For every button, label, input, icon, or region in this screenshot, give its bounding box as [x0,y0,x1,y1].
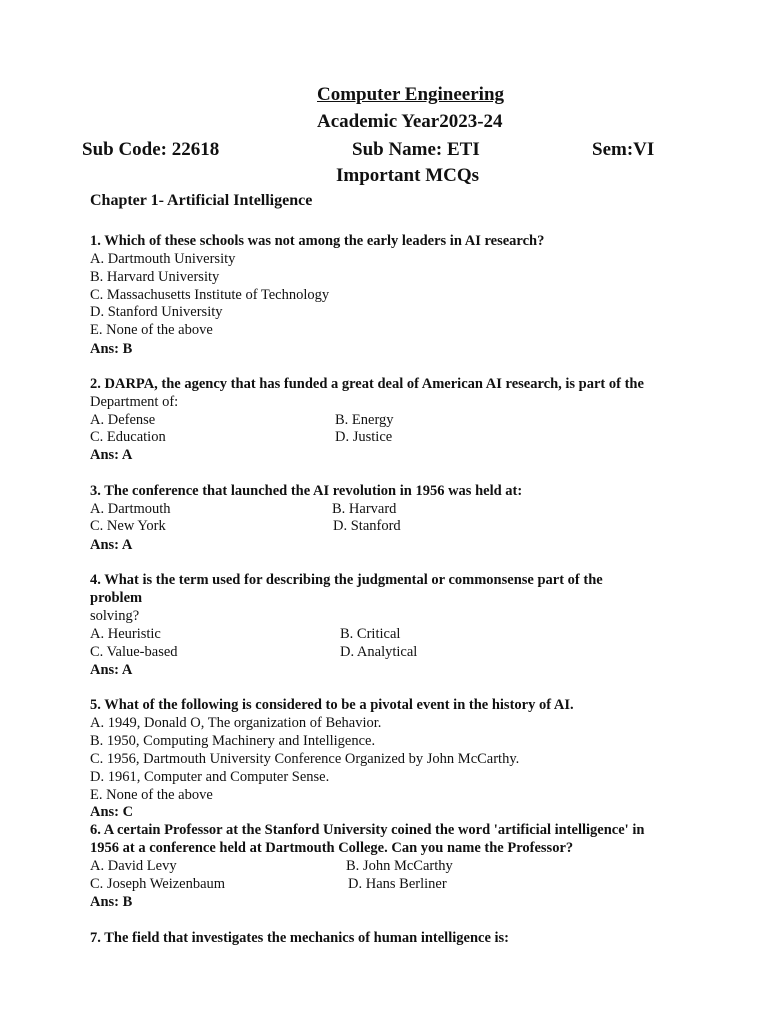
q3-option-c: C. New York [90,518,166,534]
q3-option-b: B. Harvard [332,501,397,517]
semester: Sem:VI [592,139,655,160]
q5-answer: Ans: C [90,804,134,820]
q2-option-c: C. Education [90,429,166,445]
chapter-heading: Chapter 1- Artificial Intelligence [90,192,313,209]
q5-option-b: B. 1950, Computing Machinery and Intelligence. [90,733,376,749]
question-2-line-1: 2. DARPA, the agency that has funded a great deal of American AI research, is part of the [90,376,644,392]
question-4-line-1: 4. What is the term used for describing the judgmental or commonsense part of the [90,572,603,588]
q6-answer: Ans: B [90,894,133,910]
question-6-line-1: 6. A certain Professor at the Stanford University coined the word 'artificial intelligence' in [90,822,645,838]
q1-option-e: E. None of the above [90,322,213,338]
document-title: Important MCQs [336,165,480,186]
q5-option-a: A. 1949, Donald O, The organization of Behavior. [90,715,382,731]
question-7: 7. The field that investigates the mechanics of human intelligence is: [90,930,510,946]
q1-answer: Ans: B [90,341,133,357]
q3-option-a: A. Dartmouth [90,501,171,517]
q1-option-d: D. Stanford University [90,304,223,320]
q4-option-d: D. Analytical [340,644,418,660]
q4-option-b: B. Critical [340,626,401,642]
q6-option-b: B. John McCarthy [346,858,453,874]
q1-option-b: B. Harvard University [90,269,220,285]
academic-year: Academic Year2023-24 [317,111,503,132]
question-5: 5. What of the following is considered to be a pivotal event in the history of AI. [90,697,574,713]
q1-option-a: A. Dartmouth University [90,251,236,267]
question-6-line-2: 1956 at a conference held at Dartmouth College. Can you name the Professor? [90,840,574,856]
q5-option-e: E. None of the above [90,787,213,803]
question-2-line-2: Department of: [90,394,179,410]
q2-option-a: A. Defense [90,412,156,428]
q1-option-c: C. Massachusetts Institute of Technology [90,287,330,303]
question-4-line-2: problem [90,590,143,606]
question-3: 3. The conference that launched the AI revolution in 1956 was held at: [90,483,523,499]
department-title: Computer Engineering [317,84,505,105]
q6-option-a: A. David Levy [90,858,177,874]
q2-option-b: B. Energy [335,412,394,428]
q4-option-a: A. Heuristic [90,626,161,642]
q3-option-d: D. Stanford [333,518,401,534]
question-1: 1. Which of these schools was not among the early leaders in AI research? [90,233,545,249]
q4-option-c: C. Value-based [90,644,178,660]
q5-option-d: D. 1961, Computer and Computer Sense. [90,769,330,785]
q2-option-d: D. Justice [335,429,393,445]
question-4-line-3: solving? [90,608,140,624]
q3-answer: Ans: A [90,537,133,553]
q6-option-c: C. Joseph Weizenbaum [90,876,226,892]
q4-answer: Ans: A [90,662,133,678]
subject-name: Sub Name: ETI [352,139,480,160]
subject-code: Sub Code: 22618 [82,139,220,160]
q2-answer: Ans: A [90,447,133,463]
q5-option-c: C. 1956, Dartmouth University Conference Organized by John McCarthy. [90,751,520,767]
q6-option-d: D. Hans Berliner [348,876,447,892]
